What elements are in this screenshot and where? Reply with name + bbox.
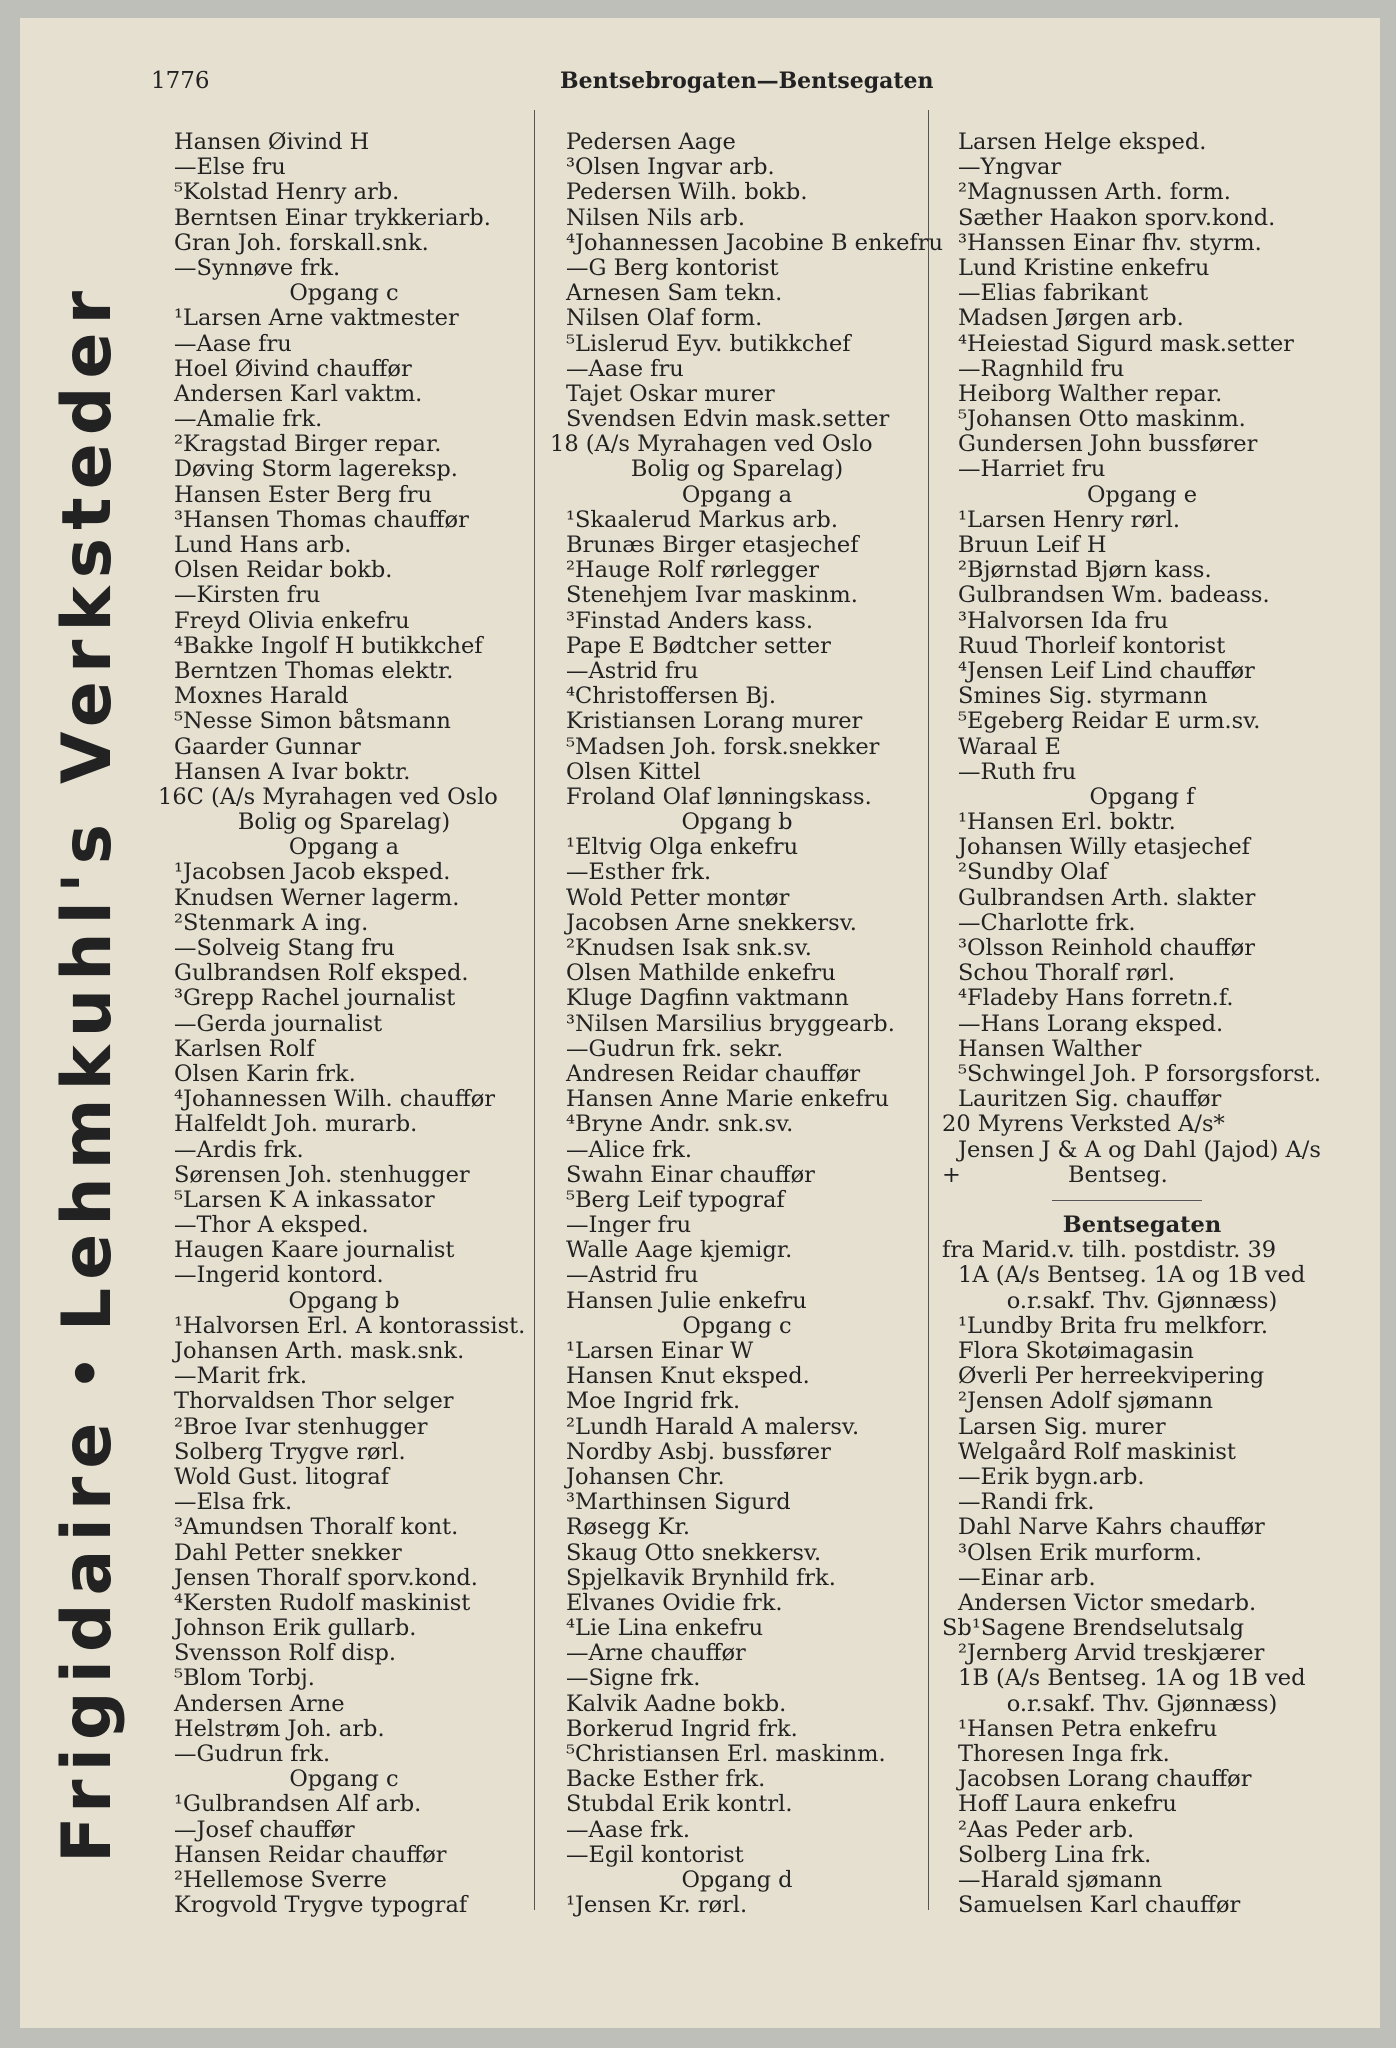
directory-entry: —Aase frk.: [566, 1816, 691, 1843]
directory-entry: ²Broe Ivar stenhugger: [174, 1413, 428, 1440]
directory-entry: ¹Lundby Brita fru melkforr.: [958, 1312, 1268, 1339]
directory-entry: Flora Skotøimagasin: [958, 1338, 1194, 1364]
directory-entry: Hansen Walther: [958, 1035, 1142, 1062]
directory-entry: Hansen Anne Marie enkefru: [566, 1086, 889, 1113]
directory-entry: Andersen Victor smedarb.: [958, 1589, 1257, 1616]
directory-entry: —Marit frk.: [174, 1363, 307, 1390]
directory-entry: ¹Hansen Petra enkefru: [958, 1715, 1218, 1742]
directory-entry: Gundersen John bussfører: [958, 431, 1258, 458]
directory-entry: —Elias fabrikant: [958, 280, 1149, 307]
directory-entry: ⁴Heiestad Sigurd mask.setter: [958, 330, 1294, 357]
directory-entry: Gran Joh. forskall.snk.: [174, 229, 429, 256]
section-subheading: Opgang b: [681, 809, 793, 836]
directory-entry: ⁵Blom Torbj.: [174, 1665, 315, 1692]
directory-entry: —Signe frk.: [566, 1665, 701, 1692]
directory-entry: —Einar arb.: [958, 1564, 1096, 1591]
directory-entry: Backe Esther frk.: [566, 1766, 766, 1793]
directory-entry: —Josef chauffør: [174, 1816, 355, 1843]
side-banner-brand: Frigidaire: [48, 1414, 127, 1864]
directory-entry: ¹Eltvig Olga enkefru: [566, 834, 799, 861]
directory-entry: Nilsen Nils arb.: [566, 204, 746, 231]
directory-entry: ¹Skaalerud Markus arb.: [566, 506, 838, 533]
directory-entry: ²Hauge Rolf rørlegger: [566, 557, 820, 584]
section-rule: [942, 1188, 1342, 1213]
directory-entry: ¹Larsen Einar W: [566, 1338, 754, 1364]
directory-entry: Sørensen Joh. stenhugger: [174, 1161, 470, 1188]
directory-entry: Moe Ingrid frk.: [566, 1388, 741, 1415]
section-subheading: Opgang c: [289, 280, 399, 307]
directory-entry: Schou Thoralf rørl.: [958, 960, 1175, 987]
directory-entry: ³Olsson Reinhold chauffør: [958, 935, 1255, 961]
section-subheading: Opgang a: [288, 834, 400, 861]
directory-entry: Borkerud Ingrid frk.: [566, 1715, 798, 1742]
directory-entry: ⁵Schwingel Joh. P forsorgsforst.: [958, 1060, 1321, 1087]
directory-entry: Walle Aage kjemigr.: [566, 1237, 793, 1264]
directory-entry: Johansen Chr.: [566, 1463, 725, 1490]
directory-entry: Halfeldt Joh. murarb.: [174, 1111, 418, 1138]
section-subheading: Opgang e: [1086, 481, 1198, 508]
directory-entry: ⁵Larsen K A inkassator: [174, 1186, 435, 1213]
directory-entry: Olsen Karin frk.: [174, 1060, 356, 1087]
directory-entry: —Elsa frk.: [174, 1489, 293, 1516]
directory-entry: —Synnøve frk.: [174, 254, 341, 281]
directory-entry: ¹Jacobsen Jacob eksped.: [174, 859, 451, 886]
directory-entry: Nilsen Olaf form.: [566, 305, 763, 332]
section-subheading: Opgang c: [682, 1312, 792, 1339]
directory-entry: Hansen Knut eksped.: [566, 1363, 810, 1390]
directory-entry: Hansen Ester Berg fru: [174, 481, 433, 508]
directory-entry: Samuelsen Karl chauffør: [958, 1892, 1241, 1919]
directory-entry: Bruun Leif H: [958, 532, 1107, 558]
directory-entry: Knudsen Werner lagerm.: [174, 884, 460, 911]
directory-entry: Wold Petter montør: [566, 884, 790, 911]
directory-entry: Brunæs Birger etasjechef: [566, 532, 859, 558]
directory-entry: —Gudrun frk.: [174, 1741, 331, 1767]
directory-entry: —Kirsten fru: [174, 582, 321, 609]
directory-entry: ²Bjørnstad Bjørn kass.: [958, 557, 1212, 584]
directory-entry: —Thor A eksped.: [174, 1212, 369, 1239]
directory-entry: —Inger fru: [566, 1212, 692, 1239]
directory-entry: Jensen J & A og Dahl (Jajod) A/s: [958, 1136, 1321, 1163]
section-subheading: Opgang c: [289, 1766, 399, 1793]
directory-entry: Lauritzen Sig. chauffør: [958, 1086, 1222, 1113]
directory-entry: —Aase fru: [174, 330, 292, 357]
directory-entry: Røsegg Kr.: [566, 1514, 690, 1541]
directory-entry: Madsen Jørgen arb.: [958, 305, 1184, 332]
directory-entry: Lund Kristine enkefru: [958, 254, 1210, 281]
directory-entry: ⁵Berg Leif typograf: [566, 1186, 785, 1213]
directory-entry: Smines Sig. styrmann: [958, 683, 1208, 710]
directory-entry: Pedersen Wilh. bokb.: [566, 179, 808, 206]
directory-entry: Pape E Bødtcher setter: [566, 632, 831, 659]
directory-entry: Kalvik Aadne bokb.: [566, 1690, 787, 1717]
directory-entry: Øverli Per herreekvipering: [958, 1363, 1265, 1390]
directory-entry: ³Hanssen Einar fhv. styrm.: [958, 229, 1262, 256]
directory-entry: Hoff Laura enkefru: [958, 1791, 1177, 1818]
directory-entry: fra Marid.v. tilh. postdistr. 39: [942, 1237, 1277, 1264]
directory-entry: ³Grepp Rachel journalist: [174, 985, 456, 1012]
directory-entry: —Gerda journalist: [174, 1010, 383, 1037]
directory-entry: —Ruth fru: [958, 758, 1077, 785]
directory-entry: Heiborg Walther repar.: [958, 380, 1223, 407]
running-header: Bentsebrogaten—Bentsegaten: [560, 68, 934, 94]
directory-entry: Berntsen Einar trykkeriarb.: [174, 204, 491, 231]
section-subheading: o.r.sakf. Thv. Gjønnæss): [1006, 1690, 1278, 1717]
directory-entry: Johansen Willy etasjechef: [958, 834, 1250, 861]
directory-column-2: [550, 129, 943, 1919]
directory-entry: Hansen Julie enkefru: [566, 1287, 807, 1314]
directory-entry: Andersen Karl vaktm.: [174, 380, 423, 407]
directory-entry: Hansen A Ivar boktr.: [174, 758, 411, 785]
directory-column-1: [158, 130, 530, 1918]
directory-entry: ³Marthinsen Sigurd: [566, 1489, 791, 1516]
directory-entry: Olsen Mathilde enkefru: [566, 960, 836, 987]
directory-entry: ²Stenmark A ing.: [174, 909, 369, 936]
directory-entry: Gulbrandsen Arth. slakter: [958, 884, 1256, 911]
side-banner-company: Lehmkuhl's Verksteder: [48, 282, 127, 1332]
directory-entry: Jacobsen Lorang chauffør: [958, 1766, 1252, 1793]
directory-entry: Johansen Arth. mask.snk.: [174, 1338, 465, 1364]
directory-entry: ⁴Johannessen Wilh. chauffør: [174, 1086, 496, 1113]
directory-entry: Andersen Arne: [174, 1690, 345, 1717]
directory-entry: ¹Halvorsen Erl. A kontorassist.: [174, 1312, 526, 1339]
directory-entry: ³Halvorsen Ida fru: [958, 607, 1169, 634]
directory-entry: Svendsen Edvin mask.setter: [566, 406, 890, 433]
street-heading: Bentsegaten: [1062, 1212, 1222, 1239]
directory-entry: Stenehjem Ivar maskinm.: [566, 582, 858, 609]
directory-entry: Hoel Øivind chauffør: [174, 355, 412, 382]
directory-entry: ⁵Lislerud Eyv. butikkchef: [566, 330, 851, 357]
directory-entry: Thorvaldsen Thor selger: [174, 1388, 454, 1415]
section-subheading: Bolig og Sparelag): [630, 456, 844, 483]
directory-entry: Moxnes Harald: [174, 683, 349, 710]
directory-entry: ²Hellemose Sverre: [174, 1866, 387, 1893]
directory-entry: —Arne chauffør: [566, 1640, 746, 1667]
directory-entry: Freyd Olivia enkefru: [174, 607, 410, 634]
directory-entry: Solberg Lina frk.: [958, 1841, 1152, 1868]
directory-entry: Stubdal Erik kontrl.: [566, 1791, 793, 1818]
directory-entry: Tajet Oskar murer: [566, 380, 775, 407]
section-subheading: Opgang b: [288, 1287, 400, 1314]
directory-entry: ³Nilsen Marsilius bryggearb.: [566, 1010, 895, 1037]
directory-entry: ³Hansen Thomas chauffør: [174, 506, 469, 533]
directory-entry: Kluge Dagfinn vaktmann: [566, 985, 849, 1012]
directory-entry: ¹Jensen Kr. rørl.: [566, 1892, 748, 1919]
directory-entry: Andresen Reidar chauffør: [566, 1060, 861, 1087]
directory-entry: ⁴Johannessen Jacobine B enkefru: [566, 229, 943, 256]
directory-entry: —Else fru: [174, 154, 286, 181]
directory-entry: Olsen Kittel: [566, 758, 701, 785]
section-subheading: o.r.sakf. Thv. Gjønnæss): [1006, 1287, 1278, 1314]
directory-entry: 16C (A/s Myrahagen ved Oslo: [158, 783, 498, 810]
directory-entry: ³Olsen Erik murform.: [958, 1539, 1203, 1566]
directory-entry: Larsen Sig. murer: [958, 1413, 1166, 1440]
directory-entry: —Egil kontorist: [566, 1841, 744, 1868]
directory-entry: Welgaård Rolf maskinist: [958, 1438, 1236, 1465]
directory-entry: Johnson Erik gullarb.: [174, 1615, 417, 1642]
directory-entry: ³Olsen Ingvar arb.: [566, 154, 775, 181]
directory-entry: Pedersen Aage: [566, 129, 736, 155]
directory-entry: ⁴Bakke Ingolf H butikkchef: [174, 632, 483, 659]
directory-entry: Elvanes Ovidie frk.: [566, 1589, 783, 1616]
directory-entry: ²Jensen Adolf sjømann: [958, 1388, 1214, 1415]
column-divider: [534, 110, 535, 1910]
directory-entry: —Randi frk.: [958, 1489, 1095, 1516]
section-subheading: Opgang d: [681, 1866, 793, 1893]
directory-entry: Berntzen Thomas elektr.: [174, 657, 454, 684]
directory-entry: Krogvold Trygve typograf: [174, 1892, 468, 1919]
directory-entry: Arnesen Sam tekn.: [566, 280, 783, 307]
directory-entry: —Amalie frk.: [174, 406, 323, 433]
directory-entry: Gulbrandsen Wm. badeass.: [958, 582, 1270, 609]
directory-entry: ⁴Jensen Leif Lind chauffør: [958, 657, 1255, 684]
directory-entry: Svensson Rolf disp.: [174, 1640, 397, 1667]
directory-entry: ⁵Christiansen Erl. maskinm.: [566, 1741, 886, 1767]
directory-entry: ⁴Bryne Andr. snk.sv.: [566, 1111, 794, 1138]
directory-entry: ³Amundsen Thoralf kont.: [174, 1514, 459, 1541]
side-banner-separator: •: [48, 1352, 127, 1393]
directory-entry: ⁴Kersten Rudolf maskinist: [174, 1589, 471, 1616]
directory-entry: ¹Larsen Henry rørl.: [958, 506, 1181, 533]
directory-entry: ³Finstad Anders kass.: [566, 607, 814, 634]
directory-entry: ⁴Christoffersen Bj.: [566, 683, 777, 710]
directory-entry: Haugen Kaare journalist: [174, 1237, 455, 1264]
directory-entry: Lund Hans arb.: [174, 532, 352, 558]
directory-entry: —Gudrun frk. sekr.: [566, 1035, 784, 1062]
directory-entry: —Aase fru: [566, 355, 684, 382]
directory-entry: Jensen Thoralf sporv.kond.: [174, 1564, 478, 1591]
directory-entry: ⁵Nesse Simon båtsmann: [174, 708, 451, 735]
directory-entry: ⁴Lie Lina enkefru: [566, 1615, 764, 1642]
directory-entry: Nordby Asbj. bussfører: [566, 1438, 831, 1465]
directory-entry: Kristiansen Lorang murer: [566, 708, 863, 735]
directory-entry: Karlsen Rolf: [174, 1035, 315, 1062]
directory-entry: Solberg Trygve rørl.: [174, 1438, 406, 1465]
directory-entry: —Erik bygn.arb.: [958, 1463, 1145, 1490]
section-subheading: Bolig og Sparelag): [237, 809, 451, 836]
directory-entry: ²Jernberg Arvid treskjærer: [958, 1640, 1265, 1667]
directory-entry: Skaug Otto snekkersv.: [566, 1539, 822, 1566]
directory-entry: Wold Gust. litograf: [174, 1463, 390, 1490]
directory-entry: Gaarder Gunnar: [174, 733, 361, 760]
directory-entry: —Astrid fru: [566, 657, 699, 684]
directory-entry: ²Sundby Olaf: [958, 859, 1108, 886]
directory-entry: —Esther frk.: [566, 859, 712, 886]
directory-entry: Sb¹Sagene Brendselutsalg: [942, 1615, 1244, 1642]
column-divider: [928, 110, 929, 1910]
directory-entry: ²Knudsen Isak snk.sv.: [566, 935, 812, 961]
directory-entry: ¹Gulbrandsen Alf arb.: [174, 1791, 422, 1818]
directory-entry: Dahl Petter snekker: [174, 1539, 402, 1566]
directory-entry: Waraal E: [958, 733, 1061, 760]
directory-entry: Døving Storm lagereksp.: [174, 456, 458, 483]
directory-entry: —Yngvar: [958, 154, 1062, 181]
directory-entry: Froland Olaf lønningskass.: [566, 783, 872, 810]
directory-entry: ⁵Egeberg Reidar E urm.sv.: [958, 708, 1261, 735]
directory-entry: —Charlotte frk.: [958, 909, 1136, 936]
directory-entry: —Alice frk.: [566, 1136, 693, 1163]
directory-entry: —Ardis frk.: [174, 1136, 304, 1163]
side-banner: [42, 278, 134, 1868]
directory-entry: ¹Hansen Erl. boktr.: [958, 809, 1176, 836]
directory-entry: ²Lundh Harald A malersv.: [566, 1413, 860, 1440]
directory-entry: 1B (A/s Bentseg. 1A og 1B ved: [958, 1665, 1306, 1692]
section-subheading: Opgang f: [1089, 783, 1195, 810]
directory-entry: ⁵Madsen Joh. forsk.snekker: [566, 733, 880, 760]
directory-entry: —Hans Lorang eksped.: [958, 1010, 1224, 1037]
directory-entry: —Harald sjømann: [958, 1866, 1163, 1893]
page-number: 1776: [151, 68, 210, 94]
directory-entry: —Solveig Stang fru: [174, 935, 395, 961]
directory-entry: —Harriet fru: [958, 456, 1106, 483]
directory-page: [20, 18, 1380, 2028]
directory-entry: Dahl Narve Kahrs chauffør: [958, 1514, 1265, 1541]
directory-entry: 18 (A/s Myrahagen ved Oslo: [550, 431, 873, 458]
directory-entry: 20 Myrens Verksted A/s*: [942, 1111, 1225, 1138]
directory-entry: ²Magnussen Arth. form.: [958, 179, 1231, 206]
directory-entry: —Astrid fru: [566, 1262, 699, 1289]
directory-entry: Jacobsen Arne snekkersv.: [566, 909, 857, 936]
directory-entry: Gulbrandsen Rolf eksped.: [174, 960, 469, 987]
directory-entry: + Bentseg.: [942, 1161, 1168, 1188]
directory-entry: 1A (A/s Bentseg. 1A og 1B ved: [958, 1262, 1306, 1289]
directory-entry: Hansen Reidar chauffør: [174, 1841, 447, 1868]
directory-entry: ²Kragstad Birger repar.: [174, 431, 442, 458]
directory-entry: Ruud Thorleif kontorist: [958, 632, 1226, 659]
directory-entry: Hansen Øivind H: [174, 129, 370, 155]
directory-entry: ⁵Johansen Otto maskinm.: [958, 406, 1246, 433]
directory-entry: Helstrøm Joh. arb.: [174, 1715, 385, 1742]
directory-entry: —Ingerid kontord.: [174, 1262, 384, 1289]
directory-entry: ¹Larsen Arne vaktmester: [174, 305, 459, 332]
directory-entry: ²Aas Peder arb.: [958, 1816, 1135, 1843]
directory-column-3: [942, 130, 1342, 1918]
directory-entry: Spjelkavik Brynhild frk.: [566, 1564, 836, 1591]
directory-entry: —G Berg kontorist: [566, 254, 779, 281]
directory-entry: Thoresen Inga frk.: [958, 1741, 1170, 1767]
directory-entry: Olsen Reidar bokb.: [174, 557, 393, 584]
directory-entry: Sæther Haakon sporv.kond.: [958, 204, 1276, 231]
directory-entry: —Ragnhild fru: [958, 355, 1125, 382]
directory-entry: Swahn Einar chauffør: [566, 1161, 815, 1188]
directory-entry: ⁵Kolstad Henry arb.: [174, 179, 400, 206]
section-subheading: Opgang a: [681, 481, 793, 508]
directory-entry: ⁴Fladeby Hans forretn.f.: [958, 985, 1234, 1012]
directory-entry: Larsen Helge eksped.: [958, 129, 1207, 155]
